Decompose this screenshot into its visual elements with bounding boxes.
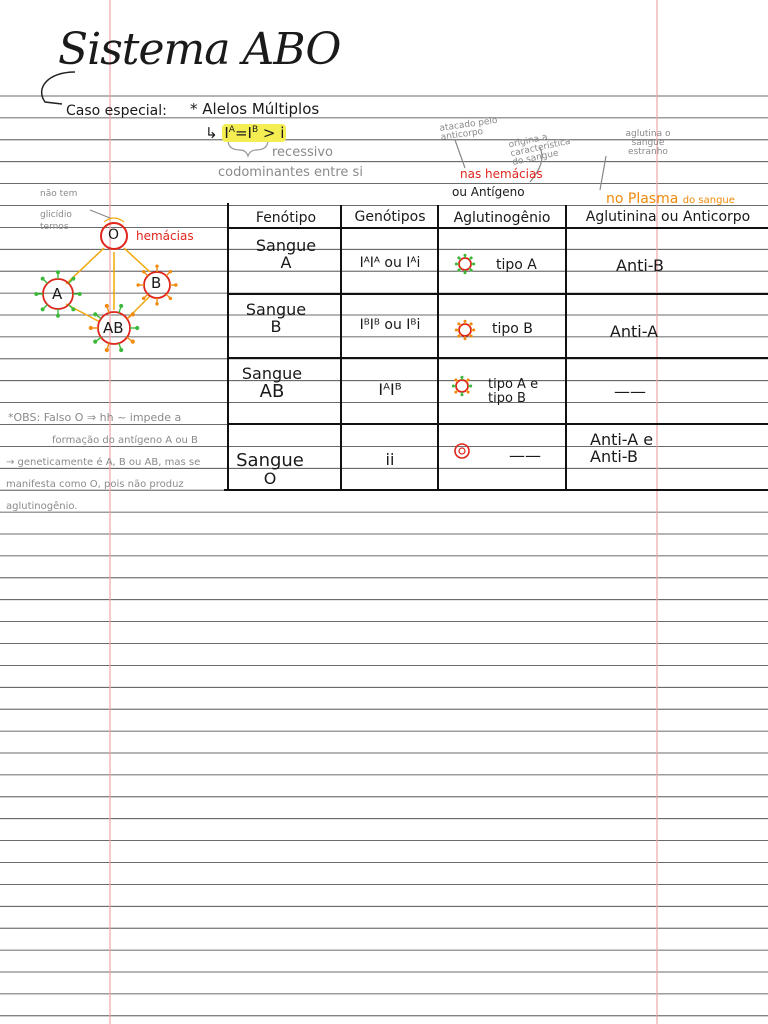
row1-fenotipo: Sangue A [255,236,317,272]
row1-aglutinina: Anti-B [616,256,664,275]
header-fenotipo: Fenótipo [255,210,317,226]
alelos-relation: ↳ $I^A=I^B > i$ [205,124,285,142]
brace-icon [228,140,268,156]
antigen-A-icon [455,254,475,274]
obs-line-4: manifesta como O, pois não produz [6,479,184,490]
obs-line-2: formação do antígeno A ou B [52,435,198,446]
note-no-plasma: no Plasma do sangue [606,191,735,207]
arrow-nao-tem [90,210,110,218]
note-nas-hemacias: nas hemácias [460,167,543,181]
obs-line-1: *OBS: Falso O ⇒ hh ~ impede a [8,411,182,424]
cell-O-label: O [108,227,120,243]
note-atacado-anticorpo: atacado pelo anticorpo [438,115,499,143]
recessivo-note: recessivo [272,145,334,160]
antigen-AB-icon [452,376,472,396]
alelos-multiplos-header: * Alelos Múltiplos [190,100,320,118]
row4-fenotipo: Sangue O [236,450,304,488]
cell-B-label: B [151,274,162,292]
row1-genotipo: IᴬIᴬ ou Iᴬi [359,255,421,271]
cell-A-label: A [52,285,63,303]
note-nao-tem: não tem [40,189,78,199]
note-glicidio-ternos: glicídio ternos [40,210,72,232]
caso-especial-label: Caso especial: [66,103,167,119]
curl-arrow [42,72,75,104]
obs-line-3: → geneticamente é A, B ou AB, mas se [6,457,201,468]
row2-fenotipo: Sangue B [245,300,307,336]
row2-genotipo: IᴮIᴮ ou Iᴮi [359,317,421,333]
cell-AB-label: AB [103,319,124,337]
arrow-to-no-plasma [600,156,606,190]
row3-aglutinina: —— [614,382,646,401]
row4-genotipo: ii [385,450,395,469]
header-aglutinina: Aglutinina ou Anticorpo [585,209,751,225]
row3-genotipo: IᴬIᴮ [378,380,402,399]
note-origina-caracteristica: origina a característica do sangue [507,132,572,168]
row4-aglutinogenio: —— [509,446,541,465]
antigen-B-icon [455,320,475,340]
header-aglutinogenio: Aglutinogênio [453,210,551,226]
note-ou-antigeno: ou Antígeno [452,185,525,199]
row2-aglutinogenio: tipo B [492,321,533,337]
row2-aglutinina: Anti-A [609,322,659,341]
row3-aglutinogenio: tipo A e tipo B [488,377,539,406]
codominantes-note: codominantes entre si [218,165,363,180]
row3-fenotipo: Sangue AB [241,364,303,402]
page-title: Sistema ABO [58,24,341,75]
note-aglutina-sangue: aglutina o sangue estranho [625,129,671,157]
arrow-to-nas-hemacias [455,140,465,168]
row1-aglutinogenio: tipo A [496,257,537,273]
header-genotipos: Genótipos [354,209,426,225]
obs-line-5: aglutinogênio. [6,501,78,512]
hemacias-label: hemácias [136,229,194,243]
row4-aglutinina: Anti-A e Anti-B [590,430,654,466]
